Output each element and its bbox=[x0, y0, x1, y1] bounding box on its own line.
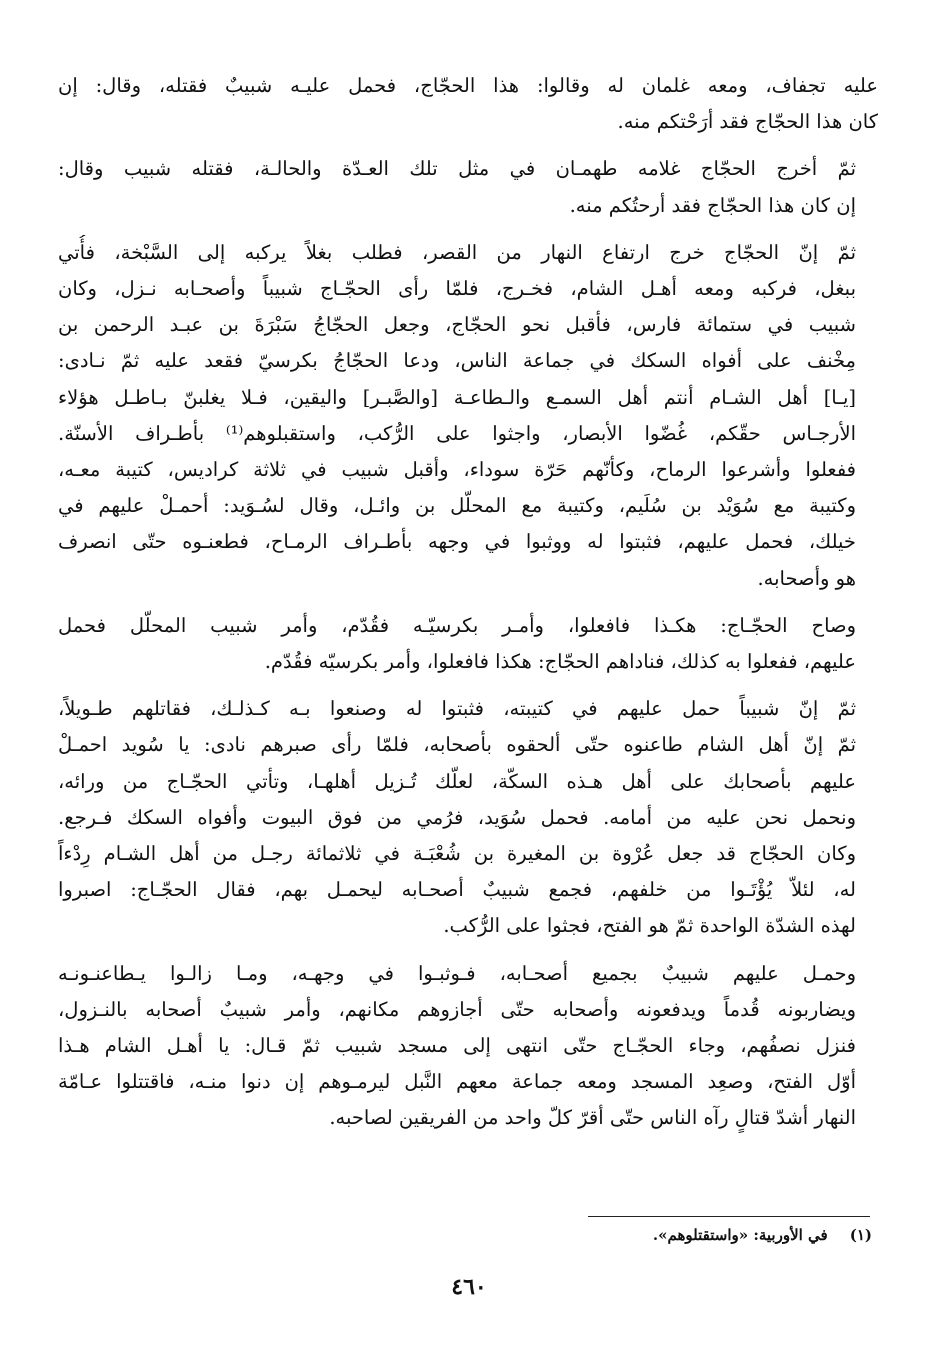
text-line: ثمّ أخرج الحجّاج غلامه طهمـان في مثل تلك العـدّة والحالـة، فقتله شبيب وقال: bbox=[58, 157, 856, 181]
text-line: لهذه الشدّة الواحدة ثمّ هو الفتح، فجثوا على الرُّكب. bbox=[443, 914, 856, 938]
text-line: ثمّ إنّ أهل الشام طاعنوه حتّى ألحقوه بأصحابه، فلمّا رأى صبرهم نادى: يا سُويد احمـلْ bbox=[58, 733, 856, 757]
text-line: وكان الحجّاج قد جعل عُرْوة بن المغيرة بن شُعْبَـة في ثلاثمائة رجـل من أهل الشـام رِدْءاً bbox=[58, 842, 856, 866]
text-line: عليهم بأصحابك على أهل هـذه السكّة، لعلّك تُـزيل أهلهـا، وتأتي الحجّـاج من ورائه، bbox=[58, 769, 856, 793]
text-line: هو وأصحابه. bbox=[757, 566, 856, 590]
text-line: ففعلوا وأشرعوا الرماح، وكأنّهم حَرّة سوداء، وأقبل شبيب في ثلاثة كراديس، كتيبة معـه، bbox=[58, 458, 856, 482]
text-line: الأرجـاس حقّكم، غُضّوا الأبصار، واجثوا على الرُّكب، واستقبلوهم⁽¹⁾ بأطـراف الأسنّة. bbox=[58, 421, 856, 445]
text-line: ثمّ إنّ شبيباً حمل عليهم في كتيبته، فثبتوا له وصنعوا بـه كـذلـك، فقاتلهم طـويلاً، bbox=[58, 697, 856, 721]
text-line: عليهم، ففعلوا به كذلك، فناداهم الحجّاج: هكذا فافعلوا، وأمر بكرسيّه فقُدّم. bbox=[264, 650, 856, 674]
paragraph bbox=[58, 608, 878, 680]
text-line: شبيب في ستمائة فارس، فأقبل نحو الحجّاج، وجعل الحجّاجُ سَبْرَةَ بن عبـد الرحمن بن bbox=[58, 313, 856, 337]
text-line: ثمّ إنّ الحجّاج خرج ارتفاع النهار من القصر، فطلب بغلاً يركبه إلى السَّبْخة، فأُتي bbox=[58, 240, 856, 264]
text-line: عليه تجفاف، ومعه غلمان له وقالوا: هذا الحجّاج، فحمل عليـه شبيبٌ فقتله، وقال: إن bbox=[58, 74, 878, 97]
text-line: مِخْنف على أفواه السكك في جماعة الناس، ودعا الحجّاجُ بكرسيّ فقعد عليه ثمّ نـادى: bbox=[58, 349, 856, 373]
text-line: خيلك، فحمل عليهم، فثبتوا له ووثبوا في وجهه بأطـراف الرمـاح، فطعنـوه حتّى انصرف bbox=[58, 530, 856, 554]
text-line: وصاح الحجّـاج: هكـذا فافعلوا، وأمـر بكرسيّـه فقُدّم، وأمر شبيب المحلّل فحمل bbox=[58, 613, 856, 637]
text-line: له، لئلاّ يُؤْتَـوا من خلفهم، فجمع شبيبٌ أصحـابه ليحمـل بهم، فقال الحجّـاج: اصبروا bbox=[58, 878, 856, 902]
page-number: ٤٦٠ bbox=[451, 1274, 487, 1300]
text-line: كان هذا الحجّاج فقد أرَحْتكم منه. bbox=[617, 110, 878, 134]
text-line: النهار أشدّ قتالٍ رآه الناس حتّى أقرّ كلّ واحد من الفريقين لصاحبه. bbox=[329, 1106, 856, 1130]
paragraph bbox=[58, 691, 878, 944]
paragraph bbox=[58, 151, 878, 223]
text-line: فنزل نصفُهم، وجاء الحجّـاج حتّى انتهى إلى مسجد شبيب ثمّ قـال: يا أهـل الشام هـذا bbox=[58, 1034, 856, 1058]
text-line: ويضاربونه قُدماً ويدفعونه وأصحابه حتّى أجازوهم مكانهم، وأمر شبيبٌ أصحابه بالنـزول، bbox=[58, 997, 856, 1021]
text-line: وكتيبة مع سُوَيْد بن سُلَيم، وكتيبة مع المحلّل بن وائـل، وقال لسُـوَيد: أحمـلْ عليهم في bbox=[58, 494, 856, 518]
text-line: إن كان هذا الحجّاج فقد أرحتُكم منه. bbox=[569, 193, 856, 217]
text-line: أوّل الفتح، وصعِد المسجد ومعه جماعة معهم النَّبل ليرمـوهم إن دنوا منـه، فاقتتلوا عـامّة bbox=[58, 1070, 856, 1094]
footnote bbox=[560, 1222, 872, 1248]
text-line: ببغل، فركبه ومعه أهـل الشام، فخـرج، فلمّا رأى الحجّـاج شبيباً وأصحـابه نـزل، وكان bbox=[58, 277, 856, 301]
text-line: [يـا] أهل الشـام أنتم أهل السمـع والـطاعـة [والصَّبـر] واليقين، فـلا يغلبنّ بـاطـل هؤلاء bbox=[58, 385, 856, 409]
text-line: وحمـل عليهم شبيبٌ بجميع أصحـابه، فـوثبـوا في وجهـه، ومـا زالـوا يـطاعنـونـه bbox=[58, 961, 856, 985]
footnote-marker: (١) bbox=[849, 1226, 872, 1244]
paragraph bbox=[58, 956, 878, 1137]
body-text bbox=[58, 68, 878, 1148]
paragraph bbox=[58, 235, 878, 597]
footnote-text: في الأوربية: «واستقتلوهم». bbox=[652, 1226, 828, 1244]
text-line: ونحمل نحن عليه من أمامه. فحمل سُوَيد، فرُمي من فوق البيوت وأفواه السكك فـرجع. bbox=[58, 805, 856, 829]
footnote-divider bbox=[588, 1216, 870, 1217]
paragraph bbox=[58, 68, 878, 140]
